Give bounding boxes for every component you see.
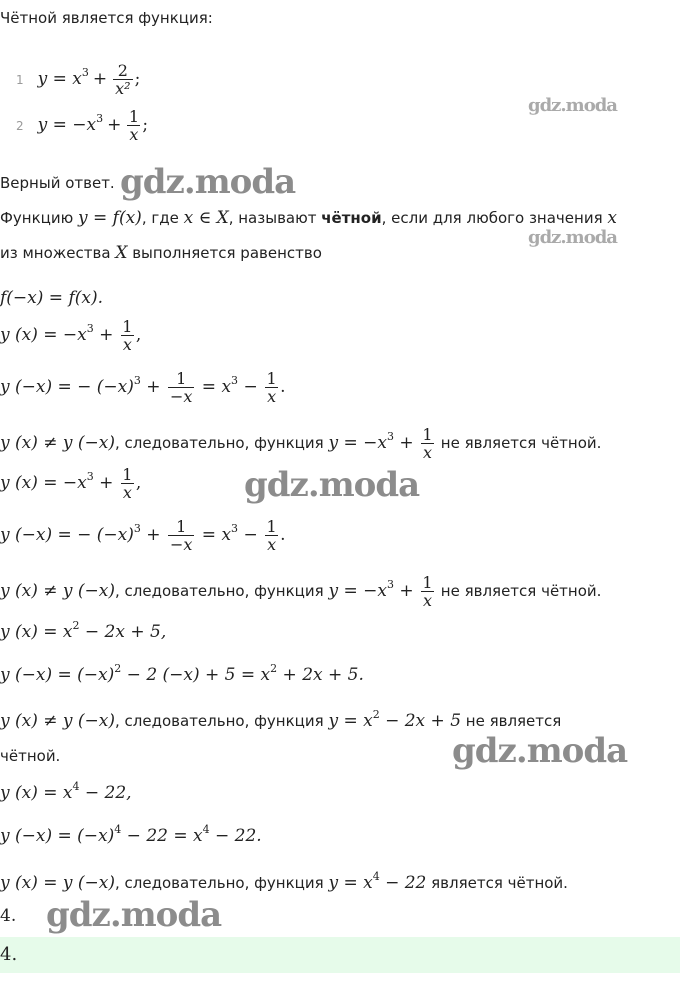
option-number: 1 [16,73,24,87]
result-text: 4. [0,906,17,926]
solution-1-conclusion: y (x) ≠ y (−x), следовательно, функция $y = -x^3$ + $\frac{1}{x}$ не является чётной. [0,425,602,462]
solution-1-line-2: y (−x) = − $(-x)^3$ + $\frac{1}{-x}$ = $x^3$ − $\frac{1}{x}$ . [0,369,286,406]
correct-answer-label: Верный ответ. [0,174,115,192]
watermark: gdz.moda [528,95,617,116]
solution-3-conclusion: y (x) ≠ y (−x), следовательно, функция $y = x^2 - 2x + 5$ не является [0,708,562,731]
solution-4-line-2: y $(-x) = (-x)^4 - 22 = x^4 - 22$. [0,823,262,846]
solution-2-conclusion: y (x) ≠ y (−x), следовательно, функция $y = -x^3$ + $\frac{1}{x}$ не является чётной. [0,573,602,610]
solution-3-conclusion-cont: чётной. [0,747,61,765]
option-2: 2 $y = -x^3$ + $\frac{1}{x}$ ; [16,107,149,144]
solution-4-conclusion: y (x) = y (−x), следовательно, функция $y = x^4 - 22$ является чётной. [0,870,568,893]
even-definition-equation: f(−x) = f(x). [0,288,103,308]
solution-4-line-1: y $(x) = x^4 - 22$, [0,780,132,803]
watermark: gdz.moda [244,465,420,505]
answer-text: 4. [0,944,18,965]
definition-line-2: из множества X выполняется равенство [0,243,322,263]
option-1: 1 $y = x^3$ + $\frac{2}{\text{x²}}$ ; [16,61,141,98]
solution-3-line-1: y $(x) = x^2 - 2x + 5$, [0,619,167,642]
answer-box [0,937,680,973]
definition-line-1: Функцию y = f(x), где x ∈ X, называют чётной, если для любого значения x [0,208,617,228]
option-fraction: $\frac{1}{x}$ [128,107,139,144]
watermark: gdz.moda [528,227,617,248]
watermark: gdz.moda [452,731,628,771]
watermark: gdz.moda [120,162,296,202]
option-exp: 3 [81,66,89,79]
solution-3-line-2: y $(-x) = (-x)^2 - 2$ $(-x) + 5 = x^2 + 2x + 5$. [0,662,364,685]
solution-2-line-2: y (−x) = − $(-x)^3$ + $\frac{1}{-x}$ = $x^3$ − $\frac{1}{x}$ . [0,517,286,554]
option-fraction: $\frac{2}{\text{x²}}$ [115,61,131,98]
option-number: 2 [16,119,24,133]
question-text: Чётной является функция: [0,9,213,27]
solution-2-line-1: y $(x) = -x^3$ + $\frac{1}{x}$ , [0,465,142,502]
option-expr: y = −x [37,115,97,135]
solution-1-line-1: y $(x) = -x^3$ + $\frac{1}{x}$ , [0,317,142,354]
option-expr: y = x [37,69,82,89]
option-op: + [92,69,108,89]
watermark: gdz.moda [46,895,222,935]
